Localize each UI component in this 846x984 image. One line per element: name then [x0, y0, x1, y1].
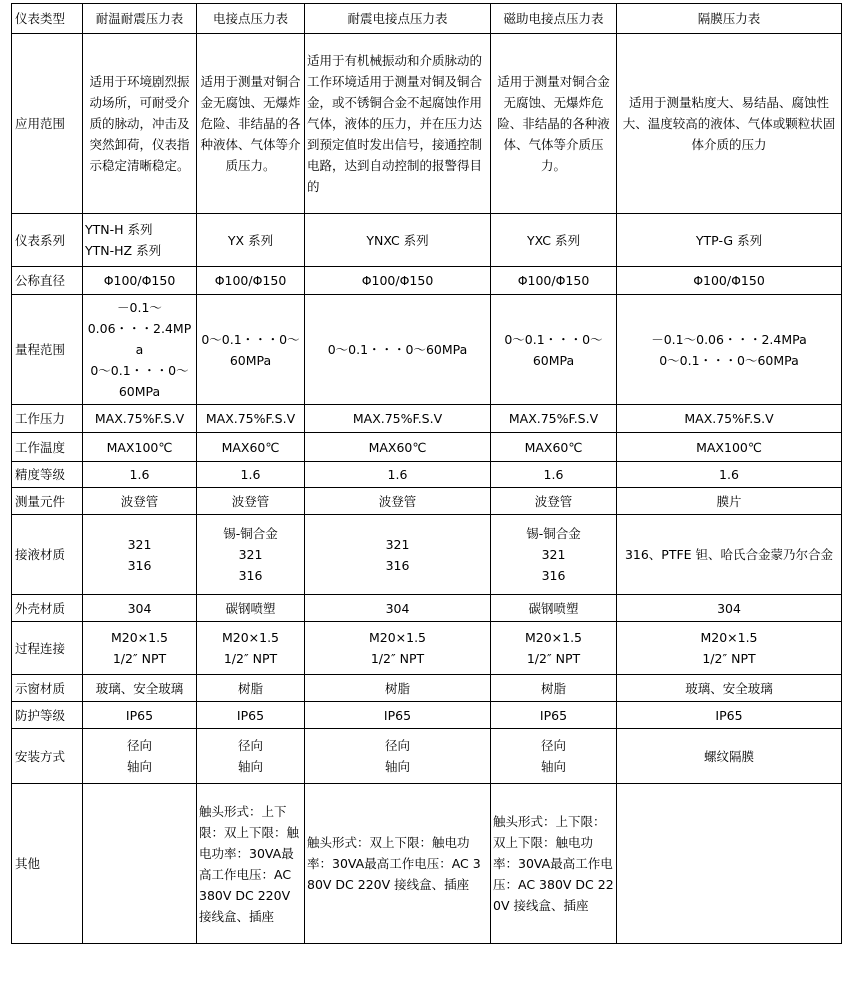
- cell: 碳钢喷塑: [197, 595, 305, 622]
- row-temperature: [12, 433, 842, 462]
- cell: MAX100℃: [617, 433, 842, 462]
- cell: IP65: [197, 702, 305, 729]
- cell: 1.6: [197, 462, 305, 488]
- header-col-1: 耐温耐震压力表: [83, 4, 197, 34]
- cell: MAX.75%F.S.V: [83, 405, 197, 433]
- spec-table: [11, 3, 842, 944]
- cell: Φ100/Φ150: [83, 267, 197, 295]
- cell: IP65: [305, 702, 491, 729]
- cell: YTN-H 系列 YTN-HZ 系列: [83, 214, 197, 267]
- cell: 树脂: [491, 675, 617, 702]
- cell: 波登管: [305, 488, 491, 515]
- cell: －0.1～0.06・・・2.4MPa 0～0.1・・・0～60MPa: [617, 295, 842, 405]
- cell: MAX60℃: [197, 433, 305, 462]
- cell: －0.1～ 0.06・・・2.4MPa 0～0.1・・・0～ 60MPa: [83, 295, 197, 405]
- header-col-3: 耐震电接点压力表: [305, 4, 491, 34]
- header-row: [12, 4, 842, 34]
- cell: [617, 784, 842, 944]
- row-label: 精度等级: [12, 462, 83, 488]
- cell: Φ100/Φ150: [491, 267, 617, 295]
- cell: 径向 轴向: [491, 729, 617, 784]
- row-application: [12, 34, 842, 214]
- row-label: 测量元件: [12, 488, 83, 515]
- row-accuracy: [12, 462, 842, 488]
- row-label: 工作压力: [12, 405, 83, 433]
- cell: 321 316: [305, 515, 491, 595]
- cell: 321 316: [83, 515, 197, 595]
- row-label: 安装方式: [12, 729, 83, 784]
- row-wetted-material: [12, 515, 842, 595]
- cell: Φ100/Φ150: [617, 267, 842, 295]
- row-label: 公称直径: [12, 267, 83, 295]
- row-label: 工作温度: [12, 433, 83, 462]
- cell: [305, 34, 491, 214]
- row-label: 防护等级: [12, 702, 83, 729]
- row-label: 量程范围: [12, 295, 83, 405]
- cell: 0～0.1・・・0～60MPa: [305, 295, 491, 405]
- cell: 波登管: [197, 488, 305, 515]
- cell: M20×1.5 1/2″ NPT: [83, 622, 197, 675]
- cell: 1.6: [491, 462, 617, 488]
- cell: 锡-铜合金 321 316: [197, 515, 305, 595]
- cell: 玻璃、安全玻璃: [83, 675, 197, 702]
- row-pressure: [12, 405, 842, 433]
- cell: MAX100℃: [83, 433, 197, 462]
- cell: [83, 784, 197, 944]
- row-series: [12, 214, 842, 267]
- cell: 触头形式：双上下限：触电功率：30VA最高工作电压：AC 380V DC 220V 接线盒、插座: [305, 784, 491, 944]
- row-label: 接液材质: [12, 515, 83, 595]
- cell: 304: [617, 595, 842, 622]
- cell: M20×1.5 1/2″ NPT: [617, 622, 842, 675]
- cell: 波登管: [83, 488, 197, 515]
- cell: 0～0.1・・・0～ 60MPa: [491, 295, 617, 405]
- cell: 适用于测量对铜合金无腐蚀、无爆炸危险、非结晶的各种液体、气体等介质压力。: [197, 34, 305, 214]
- cell: 螺纹隔膜: [617, 729, 842, 784]
- row-connection: [12, 622, 842, 675]
- cell: 膜片: [617, 488, 842, 515]
- cell: 触头形式：上下限：双上下限：触电功率：30VA最高工作电压：AC 380V DC 220V 接线盒、插座: [491, 784, 617, 944]
- cell: IP65: [617, 702, 842, 729]
- row-label: 仪表系列: [12, 214, 83, 267]
- cell: IP65: [83, 702, 197, 729]
- cell: M20×1.5 1/2″ NPT: [197, 622, 305, 675]
- row-protection: [12, 702, 842, 729]
- cell: MAX.75%F.S.V: [197, 405, 305, 433]
- cell: 1.6: [617, 462, 842, 488]
- cell: 适用于测量对铜合金无腐蚀、无爆炸危险、非结晶的各种液体、气体等介质压力。: [491, 34, 617, 214]
- row-label: 应用范围: [12, 34, 83, 214]
- cell: 径向 轴向: [197, 729, 305, 784]
- cell: 树脂: [197, 675, 305, 702]
- header-label: 仪表类型: [12, 4, 83, 34]
- row-label: 过程连接: [12, 622, 83, 675]
- cell: MAX60℃: [305, 433, 491, 462]
- row-label: 示窗材质: [12, 675, 83, 702]
- cell: 316、PTFE 钽、哈氏合金蒙乃尔合金: [617, 515, 842, 595]
- row-range: [12, 295, 842, 405]
- cell: 树脂: [305, 675, 491, 702]
- cell: 锡-铜合金 321 316: [491, 515, 617, 595]
- header-col-2: 电接点压力表: [197, 4, 305, 34]
- cell-text: 动的工作环境适用于测量对铜及铜合金，或不锈铜合金不起腐蚀作用气体，液体的压力，并在压力达到预定值时发出信号，接通控制电路，达到自动控制的报警得目的: [307, 53, 483, 194]
- row-element: [12, 488, 842, 515]
- row-case-material: [12, 595, 842, 622]
- cell: 径向 轴向: [305, 729, 491, 784]
- cell: 适用于环境剧烈振动场所，可耐受介质的脉动，冲击及突然卸荷，仪表指示稳定清晰稳定。: [83, 34, 197, 214]
- cell: 碳钢喷塑: [491, 595, 617, 622]
- cell: 1.6: [305, 462, 491, 488]
- cell: 触头形式：上下限：双上下限：触电功率：30VA最高工作电压：AC 380V DC 220V 接线盒、插座: [197, 784, 305, 944]
- cell: 0～0.1・・・0～ 60MPa: [197, 295, 305, 405]
- row-mounting: [12, 729, 842, 784]
- cell: 304: [83, 595, 197, 622]
- header-col-5: 隔膜压力表: [617, 4, 842, 34]
- cell: Φ100/Φ150: [197, 267, 305, 295]
- cell: 玻璃、安全玻璃: [617, 675, 842, 702]
- row-window-material: [12, 675, 842, 702]
- cell-text-line: 适用于有机械振动和介质脉: [307, 53, 458, 68]
- cell: M20×1.5 1/2″ NPT: [491, 622, 617, 675]
- row-other: [12, 784, 842, 944]
- cell: MAX.75%F.S.V: [305, 405, 491, 433]
- cell: Φ100/Φ150: [305, 267, 491, 295]
- cell: M20×1.5 1/2″ NPT: [305, 622, 491, 675]
- cell: 1.6: [83, 462, 197, 488]
- row-label: 外壳材质: [12, 595, 83, 622]
- header-col-4: 磁助电接点压力表: [491, 4, 617, 34]
- cell: YTP-G 系列: [617, 214, 842, 267]
- row-label: 其他: [12, 784, 83, 944]
- row-diameter: [12, 267, 842, 295]
- cell: YNXC 系列: [305, 214, 491, 267]
- cell: IP65: [491, 702, 617, 729]
- cell: MAX.75%F.S.V: [491, 405, 617, 433]
- cell: 径向 轴向: [83, 729, 197, 784]
- cell: MAX60℃: [491, 433, 617, 462]
- cell: YX 系列: [197, 214, 305, 267]
- cell: 波登管: [491, 488, 617, 515]
- cell: 304: [305, 595, 491, 622]
- cell: MAX.75%F.S.V: [617, 405, 842, 433]
- cell: YXC 系列: [491, 214, 617, 267]
- cell: 适用于测量粘度大、易结晶、腐蚀性大、温度较高的液体、气体或颗粒状固体介质的压力: [617, 34, 842, 214]
